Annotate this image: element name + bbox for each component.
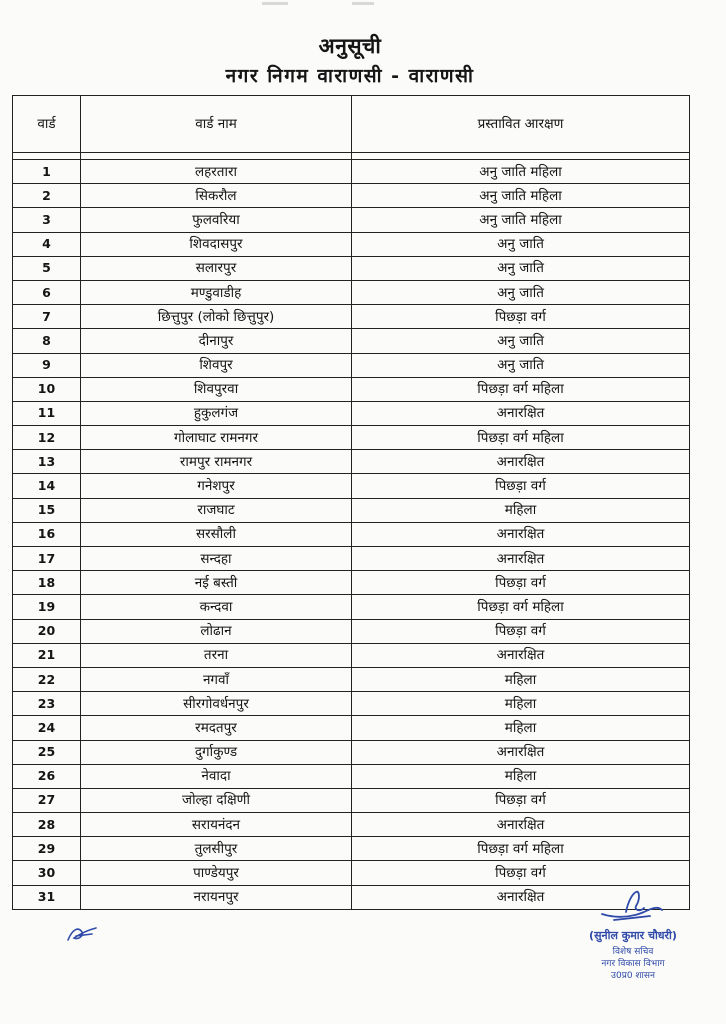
ward-name-cell: फुलवरिया: [81, 208, 352, 232]
table-row: [13, 184, 690, 208]
ward-number-cell: 7: [13, 305, 81, 329]
reservation-table: [12, 95, 690, 910]
reservation-cell: अनु जाति महिला: [352, 184, 690, 208]
ward-name-cell: सलारपुर: [81, 256, 352, 280]
ward-number-cell: 10: [13, 377, 81, 401]
reservation-cell: अनु जाति: [352, 353, 690, 377]
reservation-cell: अनारक्षित: [352, 401, 690, 425]
ward-number-cell: 20: [13, 619, 81, 643]
reservation-cell: पिछड़ा वर्ग: [352, 619, 690, 643]
ward-number-cell: 1: [13, 160, 81, 184]
table-row: [13, 619, 690, 643]
ward-name-cell: नरायनपुर: [81, 885, 352, 909]
ward-number-cell: 31: [13, 885, 81, 909]
spacer-cell: [13, 153, 81, 160]
initials-mark: [66, 924, 100, 944]
signatory-name: (सुनील कुमार चौधरी): [589, 929, 677, 942]
table-row: [13, 256, 690, 280]
ward-number-cell: 19: [13, 595, 81, 619]
reservation-cell: पिछड़ा वर्ग: [352, 571, 690, 595]
reservation-cell: अनारक्षित: [352, 450, 690, 474]
scan-artifact: [352, 2, 374, 5]
table-body: [13, 153, 690, 910]
table-row: [13, 426, 690, 450]
ward-name-cell: गोलाघाट रामनगर: [81, 426, 352, 450]
reservation-cell: महिला: [352, 716, 690, 740]
reservation-cell: अनु जाति: [352, 232, 690, 256]
ward-name-cell: शिवदासपुर: [81, 232, 352, 256]
table-row: [13, 595, 690, 619]
table-row: [13, 692, 690, 716]
ward-name-cell: जोल्हा दक्षिणी: [81, 788, 352, 812]
document-subtitle: नगर निगम वाराणसी - वाराणसी: [225, 65, 475, 87]
ward-number-cell: 2: [13, 184, 81, 208]
table-row: [13, 450, 690, 474]
signature-block: [578, 890, 688, 1010]
ward-name-cell: रमदतपुर: [81, 716, 352, 740]
ward-name-cell: मण्डुवाडीह: [81, 280, 352, 304]
reservation-cell: पिछड़ा वर्ग महिला: [352, 837, 690, 861]
signature-scribble: [596, 890, 666, 924]
table-row: [13, 329, 690, 353]
reservation-cell: अनारक्षित: [352, 885, 690, 909]
table-row: [13, 353, 690, 377]
ward-name-cell: नगवॉं: [81, 667, 352, 691]
ward-name-cell: तुलसीपुर: [81, 837, 352, 861]
ward-name-cell: लोढान: [81, 619, 352, 643]
reservation-cell: पिछड़ा वर्ग: [352, 474, 690, 498]
ward-number-cell: 28: [13, 813, 81, 837]
reservation-cell: पिछड़ा वर्ग: [352, 305, 690, 329]
ward-number-cell: 15: [13, 498, 81, 522]
ward-number-cell: 24: [13, 716, 81, 740]
reservation-cell: अनारक्षित: [352, 740, 690, 764]
table-row: [13, 837, 690, 861]
ward-number-cell: 18: [13, 571, 81, 595]
ward-number-cell: 21: [13, 643, 81, 667]
ward-number-cell: 22: [13, 667, 81, 691]
table-row: [13, 160, 690, 184]
table-row: [13, 716, 690, 740]
spacer-cell: [352, 153, 690, 160]
ward-number-cell: 29: [13, 837, 81, 861]
ward-number-cell: 23: [13, 692, 81, 716]
table-row: [13, 813, 690, 837]
ward-name-cell: दुर्गाकुण्ड: [81, 740, 352, 764]
table-row: [13, 764, 690, 788]
table-row: [13, 305, 690, 329]
reservation-cell: पिछड़ा वर्ग महिला: [352, 426, 690, 450]
table-row: [13, 474, 690, 498]
table-row: [13, 643, 690, 667]
ward-number-cell: 12: [13, 426, 81, 450]
table-row: [13, 861, 690, 885]
ward-number-cell: 27: [13, 788, 81, 812]
ward-number-cell: 9: [13, 353, 81, 377]
ward-name-cell: लहरतारा: [81, 160, 352, 184]
table-header-row: [13, 96, 690, 153]
header-ward-name: वार्ड नाम: [81, 96, 352, 153]
ward-name-cell: सीरगोवर्धनपुर: [81, 692, 352, 716]
table-row: [13, 667, 690, 691]
reservation-cell: अनु जाति: [352, 280, 690, 304]
ward-number-cell: 5: [13, 256, 81, 280]
ward-name-cell: दीनापुर: [81, 329, 352, 353]
ward-name-cell: गनेशपुर: [81, 474, 352, 498]
ward-number-cell: 30: [13, 861, 81, 885]
reservation-cell: अनारक्षित: [352, 522, 690, 546]
table-row: [13, 788, 690, 812]
ward-name-cell: नेवादा: [81, 764, 352, 788]
ward-number-cell: 25: [13, 740, 81, 764]
reservation-cell: अनारक्षित: [352, 547, 690, 571]
ward-name-cell: नई बस्ती: [81, 571, 352, 595]
ward-name-cell: सिकरौल: [81, 184, 352, 208]
reservation-cell: महिला: [352, 692, 690, 716]
reservation-cell: महिला: [352, 498, 690, 522]
document-title: अनुसूची: [318, 34, 382, 58]
table-row: [13, 232, 690, 256]
ward-name-cell: शिवपुरवा: [81, 377, 352, 401]
table-row: [13, 280, 690, 304]
ward-name-cell: रामपुर रामनगर: [81, 450, 352, 474]
ward-number-cell: 8: [13, 329, 81, 353]
reservation-cell: महिला: [352, 764, 690, 788]
ward-name-cell: सरायनंदन: [81, 813, 352, 837]
ward-number-cell: 13: [13, 450, 81, 474]
table-row: [13, 208, 690, 232]
table-row: [13, 377, 690, 401]
reservation-cell: अनारक्षित: [352, 813, 690, 837]
table-row: [13, 498, 690, 522]
ward-number-cell: 26: [13, 764, 81, 788]
ward-number-cell: 11: [13, 401, 81, 425]
table-row: [13, 547, 690, 571]
ward-name-cell: पाण्डेयपुर: [81, 861, 352, 885]
signatory-government: उ0प्र0 शासन: [611, 971, 655, 981]
signatory-designation: विशेष सचिव: [612, 947, 654, 957]
ward-name-cell: छित्तुपुर (लोको छित्तुपुर): [81, 305, 352, 329]
ward-number-cell: 4: [13, 232, 81, 256]
ward-name-cell: तरना: [81, 643, 352, 667]
reservation-cell: अनारक्षित: [352, 643, 690, 667]
reservation-cell: अनु जाति महिला: [352, 208, 690, 232]
table-row: [13, 571, 690, 595]
table-row: [13, 401, 690, 425]
reservation-cell: अनु जाति महिला: [352, 160, 690, 184]
table-row: [13, 522, 690, 546]
ward-number-cell: 17: [13, 547, 81, 571]
spacer-cell: [81, 153, 352, 160]
reservation-cell: पिछड़ा वर्ग: [352, 788, 690, 812]
ward-name-cell: राजघाट: [81, 498, 352, 522]
ward-number-cell: 16: [13, 522, 81, 546]
reservation-cell: पिछड़ा वर्ग महिला: [352, 377, 690, 401]
header-reservation: प्रस्तावित आरक्षण: [352, 96, 690, 153]
table-spacer-row: [13, 153, 690, 160]
ward-name-cell: हुकुलगंज: [81, 401, 352, 425]
reservation-cell: अनु जाति: [352, 329, 690, 353]
signatory-department: नगर विकास विभाग: [601, 959, 665, 969]
ward-name-cell: कन्दवा: [81, 595, 352, 619]
ward-number-cell: 6: [13, 280, 81, 304]
reservation-cell: पिछड़ा वर्ग महिला: [352, 595, 690, 619]
reservation-cell: पिछड़ा वर्ग: [352, 861, 690, 885]
ward-name-cell: सन्दहा: [81, 547, 352, 571]
ward-number-cell: 3: [13, 208, 81, 232]
table-row: [13, 740, 690, 764]
reservation-cell: महिला: [352, 667, 690, 691]
ward-name-cell: शिवपुर: [81, 353, 352, 377]
scan-artifact: [262, 2, 288, 5]
ward-number-cell: 14: [13, 474, 81, 498]
header-ward-number: वार्ड: [13, 96, 81, 153]
reservation-cell: अनु जाति: [352, 256, 690, 280]
ward-name-cell: सरसौली: [81, 522, 352, 546]
